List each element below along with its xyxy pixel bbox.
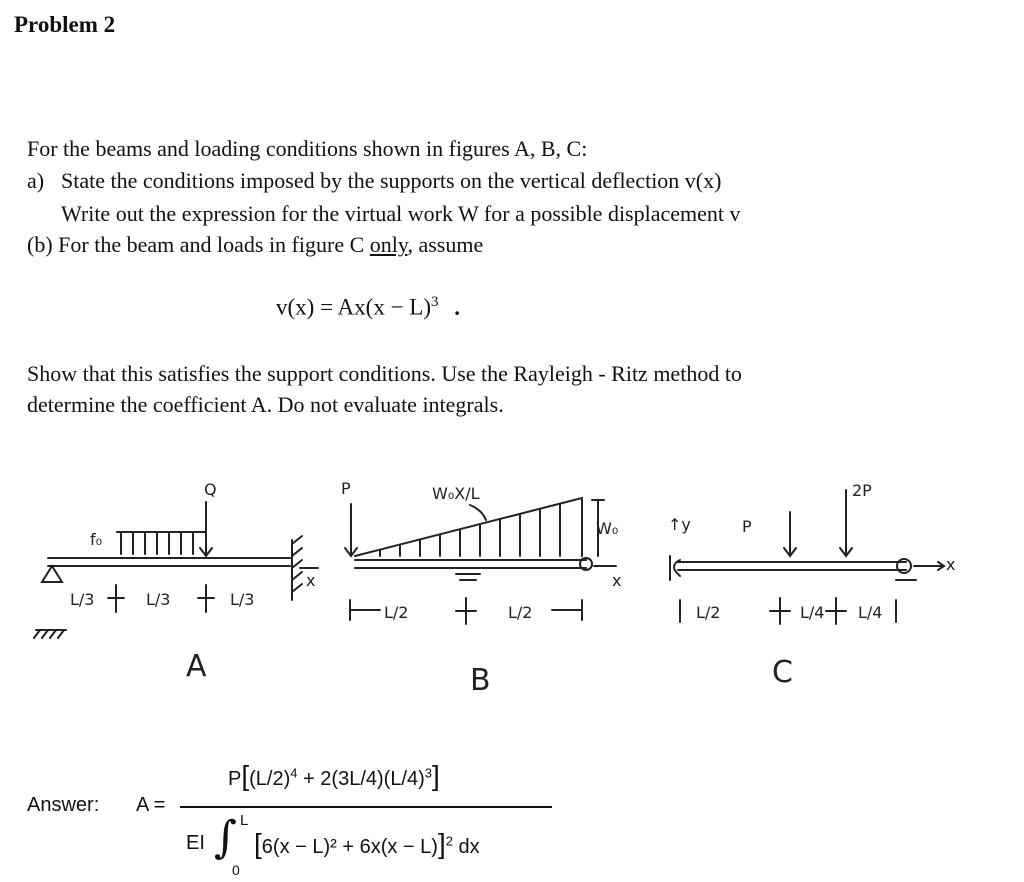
problem-title: Problem 2 <box>14 12 116 37</box>
part-b-text-after: , assume <box>407 232 484 257</box>
figure-c-caption: C <box>772 655 793 690</box>
answer-lhs: A = <box>136 794 166 816</box>
function-exponent: 3 <box>431 294 439 310</box>
numerator-term1-exp: 4 <box>290 765 298 781</box>
part-a-label: a) <box>27 168 45 193</box>
instructions-line1: Show that this satisfies the support conditions. Use the Rayleigh - Ritz method to <box>27 361 742 386</box>
numerator-term1: (L/2) <box>249 768 291 790</box>
function-end: . <box>454 294 460 320</box>
fig-b-dim2: L/2 <box>508 603 533 622</box>
fig-c-dim3: L/4 <box>858 603 883 622</box>
answer-label: Answer: <box>27 794 100 816</box>
fig-a-dim2: L/3 <box>146 590 171 609</box>
function-lhs: v(x) <box>276 294 315 320</box>
fig-a-load-f0: f₀ <box>90 530 103 549</box>
figure-b-caption: B <box>470 663 491 698</box>
fig-a-load-q: Q <box>204 480 217 499</box>
integrand: $[6(x - L)^2 + 6x(x - L)]^2$ dx <box>254 828 480 859</box>
part-b-text: For the beam and loads in figure C <box>58 232 370 257</box>
figure-a <box>34 502 318 638</box>
instructions-line2: determine the coefficient A. Do not evaluate integrals. <box>27 392 504 417</box>
fig-c-load-p: P <box>742 517 752 536</box>
part-a-line1: State the conditions imposed by the supports on the vertical deflection v(x) <box>61 168 722 193</box>
fig-b-load-w0: W₀ <box>596 519 619 538</box>
numerator-term2-exp: 3 <box>424 765 433 781</box>
fig-a-dim1: L/3 <box>70 590 95 609</box>
fraction-bar <box>180 806 552 808</box>
fig-b-load-label: W₀X/L <box>432 484 480 503</box>
fig-c-dim1: L/2 <box>696 603 721 622</box>
fig-a-axis-x: x <box>306 571 316 590</box>
fig-c-axis-x: x <box>946 555 956 574</box>
fig-c-load-2p: 2P <box>852 481 872 500</box>
part-a-line2: Write out the expression for the virtual work W for a possible displacement v <box>61 201 741 226</box>
denominator-ei: EI <box>186 832 205 854</box>
fig-c-axis-y: ↑y <box>668 515 691 534</box>
part-b-label: (b) <box>27 232 53 257</box>
integral-sign: ∫ <box>214 812 237 863</box>
fig-c-dim2: L/4 <box>800 603 825 622</box>
part-b-only: only <box>369 232 408 257</box>
numerator-term2: + 2(3L/4)(L/4) <box>303 768 425 790</box>
function-eq: = <box>320 294 334 320</box>
answer-numerator: $P[(L/2)^4 + 2(3L/4)(L/4)^3]$ <box>228 760 440 791</box>
function-rhs: Ax(x − L) <box>337 294 431 320</box>
integrand-dx: dx <box>458 836 480 858</box>
fig-a-dim3: L/3 <box>230 590 255 609</box>
numerator-p: P <box>228 768 242 790</box>
answer-denominator <box>186 832 205 855</box>
figure-a-caption: A <box>186 649 207 684</box>
integral-upper-limit: L <box>240 812 249 829</box>
integrand-expression: 6(x − L)² + 6x(x − L) <box>261 836 438 858</box>
integral-lower-limit: 0 <box>232 862 240 878</box>
integrand-exponent: 2 <box>445 833 453 849</box>
fig-b-axis-x: x <box>612 571 622 590</box>
fig-b-load-p: P <box>341 479 351 498</box>
fig-b-dim1: L/2 <box>384 603 409 622</box>
intro-line: For the beams and loading conditions shown in figures A, B, C: <box>27 136 588 161</box>
